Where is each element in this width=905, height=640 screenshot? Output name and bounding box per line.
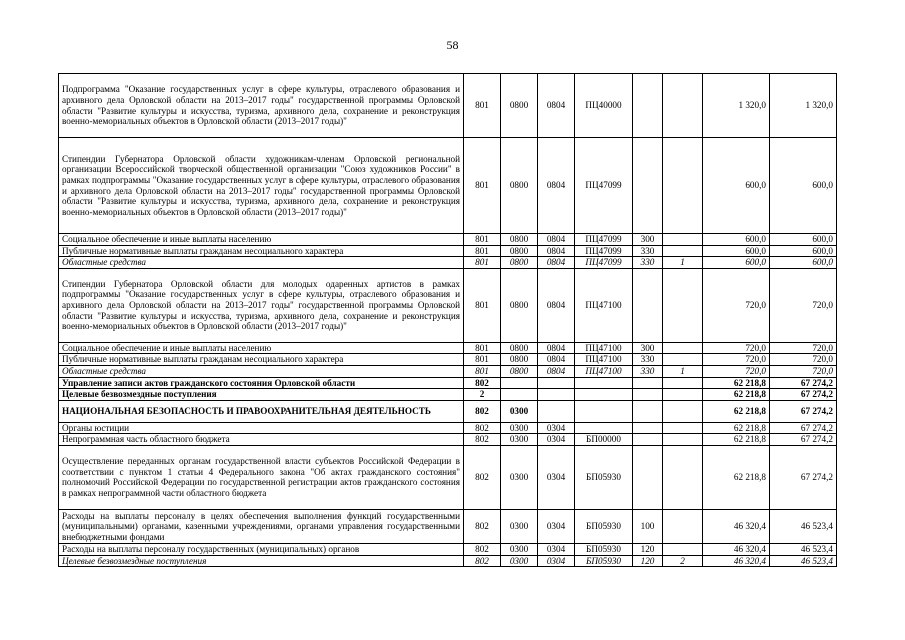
row-expense-type-code <box>633 74 663 138</box>
row-section-code <box>501 377 538 389</box>
row-expense-type-code <box>633 400 663 422</box>
row-name: Социальное обеспечение и иные выплаты населению <box>59 234 464 246</box>
row-grbs-code: 802 <box>464 422 501 434</box>
table-row <box>59 234 837 246</box>
row-grbs-code: 801 <box>464 138 501 234</box>
row-name: НАЦИОНАЛЬНАЯ БЕЗОПАСНОСТЬ И ПРАВООХРАНИТЕЛЬНАЯ ДЕЯТЕЛЬНОСТЬ <box>59 400 464 422</box>
table-row <box>59 543 837 555</box>
row-grbs-code: 802 <box>464 434 501 446</box>
row-section-code: 0800 <box>501 74 538 138</box>
row-subsection-code: 0804 <box>538 257 575 269</box>
row-name: Органы юстиции <box>59 422 464 434</box>
row-name: Областные средства <box>59 257 464 269</box>
table-row <box>59 138 837 234</box>
row-section-code: 0800 <box>501 342 538 354</box>
row-expense-type-code <box>633 389 663 401</box>
row-amount-year-2: 720,0 <box>770 342 837 354</box>
table-row <box>59 389 837 401</box>
table-row <box>59 555 837 567</box>
row-amount-year-1: 720,0 <box>703 365 770 377</box>
row-funding-source-code <box>663 234 703 246</box>
table-row <box>59 365 837 377</box>
row-expense-type-code <box>633 377 663 389</box>
row-expense-type-code <box>633 445 663 509</box>
row-subsection-code: 0804 <box>538 234 575 246</box>
row-subsection-code: 0804 <box>538 268 575 342</box>
row-section-code: 0800 <box>501 268 538 342</box>
row-grbs-code: 802 <box>464 555 501 567</box>
row-target-article-code: ПЦ47099 <box>575 234 633 246</box>
row-subsection-code: 0304 <box>538 509 575 543</box>
row-amount-year-2: 600,0 <box>770 245 837 257</box>
table-row <box>59 377 837 389</box>
row-subsection-code <box>538 377 575 389</box>
row-subsection-code <box>538 389 575 401</box>
row-section-code: 0800 <box>501 245 538 257</box>
row-amount-year-2: 67 274,2 <box>770 377 837 389</box>
row-grbs-code: 801 <box>464 268 501 342</box>
row-amount-year-1: 46 320,4 <box>703 543 770 555</box>
row-amount-year-1: 46 320,4 <box>703 509 770 543</box>
row-funding-source-code <box>663 445 703 509</box>
budget-table <box>58 73 837 567</box>
budget-table-body <box>59 74 837 567</box>
row-expense-type-code <box>633 434 663 446</box>
row-funding-source-code <box>663 509 703 543</box>
row-subsection-code: 0804 <box>538 365 575 377</box>
row-subsection-code: 0304 <box>538 445 575 509</box>
row-amount-year-1: 46 320,4 <box>703 555 770 567</box>
row-target-article-code: ПЦ47099 <box>575 257 633 269</box>
row-grbs-code: 801 <box>464 342 501 354</box>
row-amount-year-2: 720,0 <box>770 365 837 377</box>
row-section-code: 0800 <box>501 354 538 366</box>
row-amount-year-2: 67 274,2 <box>770 400 837 422</box>
row-amount-year-2: 600,0 <box>770 234 837 246</box>
row-target-article-code: ПЦ47100 <box>575 342 633 354</box>
row-funding-source-code <box>663 342 703 354</box>
row-amount-year-2: 1 320,0 <box>770 74 837 138</box>
row-target-article-code: ПЦ47100 <box>575 365 633 377</box>
table-row <box>59 434 837 446</box>
row-section-code: 0300 <box>501 422 538 434</box>
row-subsection-code: 0804 <box>538 342 575 354</box>
row-funding-source-code <box>663 138 703 234</box>
row-target-article-code: ПЦ40000 <box>575 74 633 138</box>
row-amount-year-1: 62 218,8 <box>703 400 770 422</box>
row-grbs-code: 801 <box>464 74 501 138</box>
row-amount-year-1: 1 320,0 <box>703 74 770 138</box>
row-funding-source-code: 2 <box>663 555 703 567</box>
row-funding-source-code <box>663 422 703 434</box>
row-amount-year-1: 720,0 <box>703 268 770 342</box>
row-expense-type-code: 330 <box>633 354 663 366</box>
row-funding-source-code <box>663 268 703 342</box>
row-name: Публичные нормативные выплаты гражданам несоциального характера <box>59 245 464 257</box>
row-grbs-code: 801 <box>464 354 501 366</box>
row-target-article-code <box>575 422 633 434</box>
row-amount-year-2: 720,0 <box>770 268 837 342</box>
row-amount-year-2: 67 274,2 <box>770 445 837 509</box>
row-subsection-code: 0304 <box>538 422 575 434</box>
row-name: Расходы на выплаты персоналу государственных (муниципальных) органов <box>59 543 464 555</box>
row-funding-source-code <box>663 400 703 422</box>
row-grbs-code: 801 <box>464 365 501 377</box>
table-row <box>59 245 837 257</box>
row-subsection-code: 0804 <box>538 138 575 234</box>
row-amount-year-1: 62 218,8 <box>703 434 770 446</box>
row-section-code: 0300 <box>501 509 538 543</box>
row-section-code: 0300 <box>501 434 538 446</box>
row-target-article-code: БП05930 <box>575 543 633 555</box>
row-grbs-code: 801 <box>464 257 501 269</box>
row-subsection-code <box>538 400 575 422</box>
row-target-article-code <box>575 377 633 389</box>
row-subsection-code: 0804 <box>538 245 575 257</box>
row-grbs-code: 2 <box>464 389 501 401</box>
row-section-code: 0300 <box>501 445 538 509</box>
row-amount-year-1: 720,0 <box>703 354 770 366</box>
row-name: Областные средства <box>59 365 464 377</box>
row-amount-year-1: 62 218,8 <box>703 422 770 434</box>
row-amount-year-1: 600,0 <box>703 138 770 234</box>
row-subsection-code: 0804 <box>538 354 575 366</box>
row-expense-type-code: 100 <box>633 509 663 543</box>
row-expense-type-code: 120 <box>633 555 663 567</box>
row-amount-year-1: 600,0 <box>703 234 770 246</box>
row-name: Стипендии Губернатора Орловской области для молодых одаренных артистов в рамках подпрограммы "Оказание государственных услуг в сфере культуры, отраслевого образования и архивного дела Орловской области на 2013–2017 годы" государственной программы Орловской области "Развитие культуры и искусства, туризма, архивного дела, сохранение и реконструкция военно-мемориальных объектов в Орловской области (2013–2017 годы)" <box>59 268 464 342</box>
row-name: Расходы на выплаты персоналу в целях обеспечения выполнения функций государственными (муниципальными) органами, казенными учреждениями, органами управления государственными внебюджетными фондами <box>59 509 464 543</box>
row-target-article-code: БП05930 <box>575 509 633 543</box>
row-expense-type-code <box>633 422 663 434</box>
row-grbs-code: 802 <box>464 509 501 543</box>
row-amount-year-2: 720,0 <box>770 354 837 366</box>
row-section-code <box>501 389 538 401</box>
row-expense-type-code: 330 <box>633 245 663 257</box>
row-funding-source-code: 1 <box>663 365 703 377</box>
row-expense-type-code: 330 <box>633 257 663 269</box>
row-name: Управление записи актов гражданского состояния Орловской области <box>59 377 464 389</box>
row-amount-year-2: 67 274,2 <box>770 434 837 446</box>
row-amount-year-2: 67 274,2 <box>770 389 837 401</box>
row-grbs-code: 801 <box>464 245 501 257</box>
row-name: Целевые безвозмездные поступления <box>59 555 464 567</box>
row-grbs-code: 802 <box>464 445 501 509</box>
row-target-article-code: БП05930 <box>575 555 633 567</box>
row-amount-year-1: 62 218,8 <box>703 389 770 401</box>
row-expense-type-code <box>633 268 663 342</box>
row-amount-year-2: 46 523,4 <box>770 555 837 567</box>
row-name: Публичные нормативные выплаты гражданам несоциального характера <box>59 354 464 366</box>
row-subsection-code: 0304 <box>538 555 575 567</box>
row-target-article-code: ПЦ47099 <box>575 138 633 234</box>
row-name: Непрограммная часть областного бюджета <box>59 434 464 446</box>
table-row <box>59 354 837 366</box>
row-subsection-code: 0304 <box>538 434 575 446</box>
row-subsection-code: 0304 <box>538 543 575 555</box>
row-section-code: 0800 <box>501 365 538 377</box>
row-amount-year-2: 46 523,4 <box>770 543 837 555</box>
row-grbs-code: 802 <box>464 377 501 389</box>
row-section-code: 0800 <box>501 234 538 246</box>
table-row <box>59 445 837 509</box>
table-row <box>59 268 837 342</box>
row-target-article-code <box>575 400 633 422</box>
row-target-article-code: ПЦ47100 <box>575 354 633 366</box>
row-target-article-code: БП00000 <box>575 434 633 446</box>
row-funding-source-code <box>663 245 703 257</box>
row-section-code: 0300 <box>501 555 538 567</box>
row-target-article-code: БП05930 <box>575 445 633 509</box>
row-name: Подпрограмма "Оказание государственных услуг в сфере культуры, отраслевого образования и архивного дела Орловской области на 2013–2017 годы" государственной программы Орловской области "Развитие культуры и искусства, туризма, архивного дела, сохранение и реконструкция военно-мемориальных объектов в Орловской области (2013–2017 годы)" <box>59 74 464 138</box>
row-amount-year-1: 600,0 <box>703 245 770 257</box>
row-target-article-code: ПЦ47099 <box>575 245 633 257</box>
row-amount-year-2: 600,0 <box>770 257 837 269</box>
page-number: 58 <box>446 38 459 52</box>
row-subsection-code: 0804 <box>538 74 575 138</box>
row-amount-year-1: 62 218,8 <box>703 377 770 389</box>
row-expense-type-code: 300 <box>633 342 663 354</box>
row-name: Стипендии Губернатора Орловской области художникам-членам Орловской региональной организации Всероссийской творческой общественной организации "Союз художников России" в рамках подпрограммы "Оказание государственных услуг в сфере культуры, отраслевого образования и архивного дела Орловской области на 2013–2017 годы" государственной программы Орловской области "Развитие культуры и искусства, туризма, архивного дела, сохранение и реконструкция военно-мемориальных объектов в Орловской области (2013–2017 годы)" <box>59 138 464 234</box>
row-expense-type-code: 330 <box>633 365 663 377</box>
row-name: Социальное обеспечение и иные выплаты населению <box>59 342 464 354</box>
table-row <box>59 400 837 422</box>
row-name: Целевые безвозмездные поступления <box>59 389 464 401</box>
row-section-code: 0800 <box>501 138 538 234</box>
row-amount-year-1: 600,0 <box>703 257 770 269</box>
table-row <box>59 342 837 354</box>
row-target-article-code: ПЦ47100 <box>575 268 633 342</box>
row-funding-source-code: 1 <box>663 257 703 269</box>
row-funding-source-code <box>663 354 703 366</box>
row-grbs-code: 802 <box>464 543 501 555</box>
table-row <box>59 74 837 138</box>
row-amount-year-2: 600,0 <box>770 138 837 234</box>
row-funding-source-code <box>663 543 703 555</box>
row-section-code: 0800 <box>501 257 538 269</box>
row-expense-type-code <box>633 138 663 234</box>
row-amount-year-2: 46 523,4 <box>770 509 837 543</box>
row-grbs-code: 801 <box>464 234 501 246</box>
row-funding-source-code <box>663 389 703 401</box>
row-expense-type-code: 120 <box>633 543 663 555</box>
row-section-code: 0300 <box>501 543 538 555</box>
row-expense-type-code: 300 <box>633 234 663 246</box>
row-target-article-code <box>575 389 633 401</box>
table-row <box>59 509 837 543</box>
row-amount-year-2: 67 274,2 <box>770 422 837 434</box>
row-funding-source-code <box>663 74 703 138</box>
row-funding-source-code <box>663 434 703 446</box>
table-row <box>59 422 837 434</box>
row-amount-year-1: 720,0 <box>703 342 770 354</box>
row-amount-year-1: 62 218,8 <box>703 445 770 509</box>
table-row <box>59 257 837 269</box>
row-grbs-code: 802 <box>464 400 501 422</box>
row-funding-source-code <box>663 377 703 389</box>
row-name: Осуществление переданных органам государственной власти субъектов Российской Федерации в соответствии с пунктом 1 статьи 4 Федерального закона "Об актах гражданского состояния" полномочий Российской Федерации по государственной регистрации актов гражданского состояния в рамках непрограммной части областного бюджета <box>59 445 464 509</box>
row-section-code: 0300 <box>501 400 538 422</box>
